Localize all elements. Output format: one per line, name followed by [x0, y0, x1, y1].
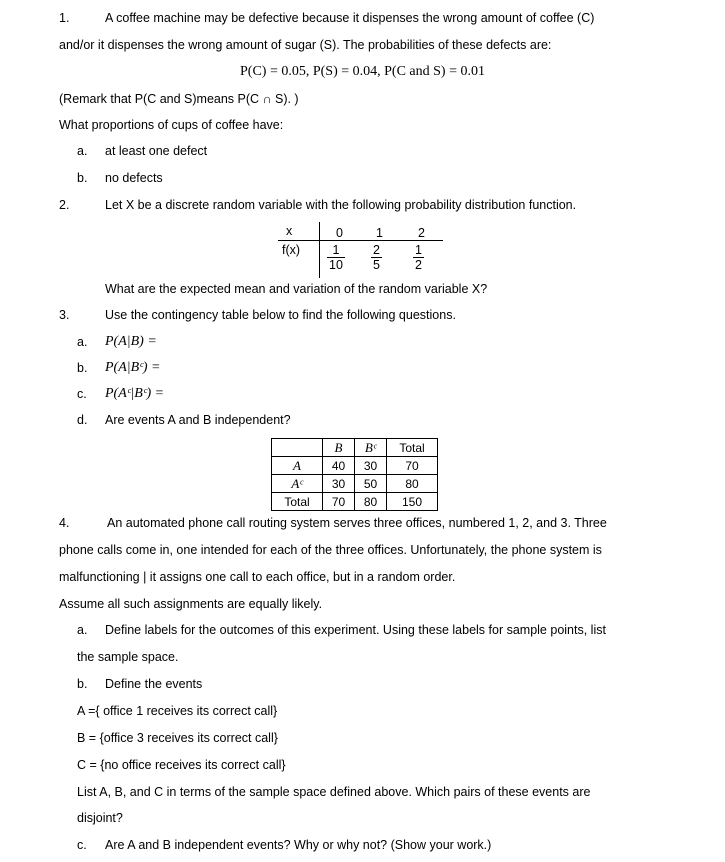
table-cell: 30 — [323, 475, 355, 493]
table-cell: 80 — [387, 475, 438, 493]
table-row-label: Aᶜ — [272, 475, 323, 493]
q1-a-label: a. — [77, 144, 88, 158]
q2-f-value — [413, 243, 424, 272]
table-cell: 70 — [387, 457, 438, 475]
q2-table-hline — [278, 240, 443, 241]
table-header-cell: Total — [387, 439, 438, 457]
q3-b-label: b. — [77, 361, 88, 375]
q4-number: 4. — [59, 516, 70, 530]
table-row-label: A — [272, 457, 323, 475]
q4-a-label: a. — [77, 623, 88, 637]
q3-a-label: a. — [77, 335, 88, 349]
q3-text: Use the contingency table below to find the following questions. — [105, 308, 456, 322]
q3-contingency-table — [271, 438, 438, 511]
q3-c-label: c. — [77, 387, 87, 401]
q4-b-label: b. — [77, 677, 88, 691]
q1-b-label: b. — [77, 171, 88, 185]
q4-event-a: A ={ office 1 receives its correct call} — [77, 704, 278, 718]
q4-a-text2: the sample space. — [77, 650, 179, 664]
q1-number: 1. — [59, 11, 70, 25]
q4-line3: malfunctioning | it assigns one call to each office, but in a random order. — [59, 570, 456, 584]
q4-line2: phone calls come in, one intended for each of the three offices. Unfortunately, the phone system is — [59, 543, 602, 557]
q1-question: What proportions of cups of coffee have: — [59, 118, 284, 132]
q2-f-value — [327, 243, 345, 272]
q4-list-text: List A, B, and C in terms of the sample space defined above. Which pairs of these events are — [77, 785, 591, 799]
q2-x-value: 1 — [376, 226, 383, 240]
q4-b-text: Define the events — [105, 677, 203, 691]
q4-line1: An automated phone call routing system serves three offices, numbered 1, 2, and 3. Three — [107, 516, 607, 530]
q4-list-text2: disjoint? — [77, 811, 123, 825]
table-header-cell — [272, 439, 323, 457]
q2-f-den: 5 — [373, 258, 380, 272]
table-cell: 30 — [355, 457, 387, 475]
q2-f-value — [371, 243, 382, 272]
table-row — [272, 475, 438, 493]
q3-number: 3. — [59, 308, 70, 322]
q3-b-text: P(A|Bᶜ) = — [105, 360, 161, 375]
q1-b-text: no defects — [105, 171, 163, 185]
q2-f-num: 2 — [373, 243, 380, 257]
table-cell: 80 — [355, 493, 387, 511]
q4-c-label: c. — [77, 838, 87, 852]
q1-formula: P(C) = 0.05, P(S) = 0.04, P(C and S) = 0.01 — [240, 64, 485, 79]
q1-line2: and/or it dispenses the wrong amount of sugar (S). The probabilities of these defects are: — [59, 38, 552, 52]
q2-f-num: 1 — [327, 243, 345, 258]
q2-f-label: f(x) — [282, 243, 301, 257]
q3-d-text: Are events A and B independent? — [105, 413, 291, 427]
q2-f-den: 10 — [329, 258, 343, 272]
q3-c-text: P(Aᶜ|Bᶜ) = — [105, 386, 165, 401]
q2-f-den: 2 — [415, 258, 422, 272]
table-cell: 50 — [355, 475, 387, 493]
q3-a-text: P(A|B) = — [105, 334, 157, 349]
table-row — [272, 493, 438, 511]
table-cell: 150 — [387, 493, 438, 511]
q3-d-label: d. — [77, 413, 88, 427]
q4-event-c: C = {no office receives its correct call} — [77, 758, 286, 772]
q1-remark: (Remark that P(C and S)means P(C ∩ S). ) — [59, 92, 299, 106]
q4-event-b: B = {office 3 receives its correct call} — [77, 731, 278, 745]
q2-text: Let X be a discrete random variable with the following probability distribution function. — [105, 198, 577, 212]
q2-f-num: 1 — [415, 243, 422, 257]
q4-a-text: Define labels for the outcomes of this experiment. Using these labels for sample points, list — [105, 623, 606, 637]
table-header-cell: B — [323, 439, 355, 457]
table-cell: 40 — [323, 457, 355, 475]
table-cell: 70 — [323, 493, 355, 511]
table-header-cell: Bᶜ — [355, 439, 387, 457]
q1-line1: A coffee machine may be defective because it dispenses the wrong amount of coffee (C) — [105, 11, 595, 25]
q4-line4: Assume all such assignments are equally likely. — [59, 597, 323, 611]
table-header-row — [272, 439, 438, 457]
q2-table-vline — [319, 222, 320, 278]
q1-a-text: at least one defect — [105, 144, 208, 158]
q2-x-value: 2 — [418, 226, 425, 240]
table-row — [272, 457, 438, 475]
table-row-label: Total — [272, 493, 323, 511]
q2-x-label: x — [286, 224, 293, 238]
q2-x-value: 0 — [336, 226, 343, 240]
q2-question: What are the expected mean and variation of the random variable X? — [105, 282, 488, 296]
q2-number: 2. — [59, 198, 70, 212]
q4-c-text: Are A and B independent events? Why or why not? (Show your work.) — [105, 838, 492, 852]
